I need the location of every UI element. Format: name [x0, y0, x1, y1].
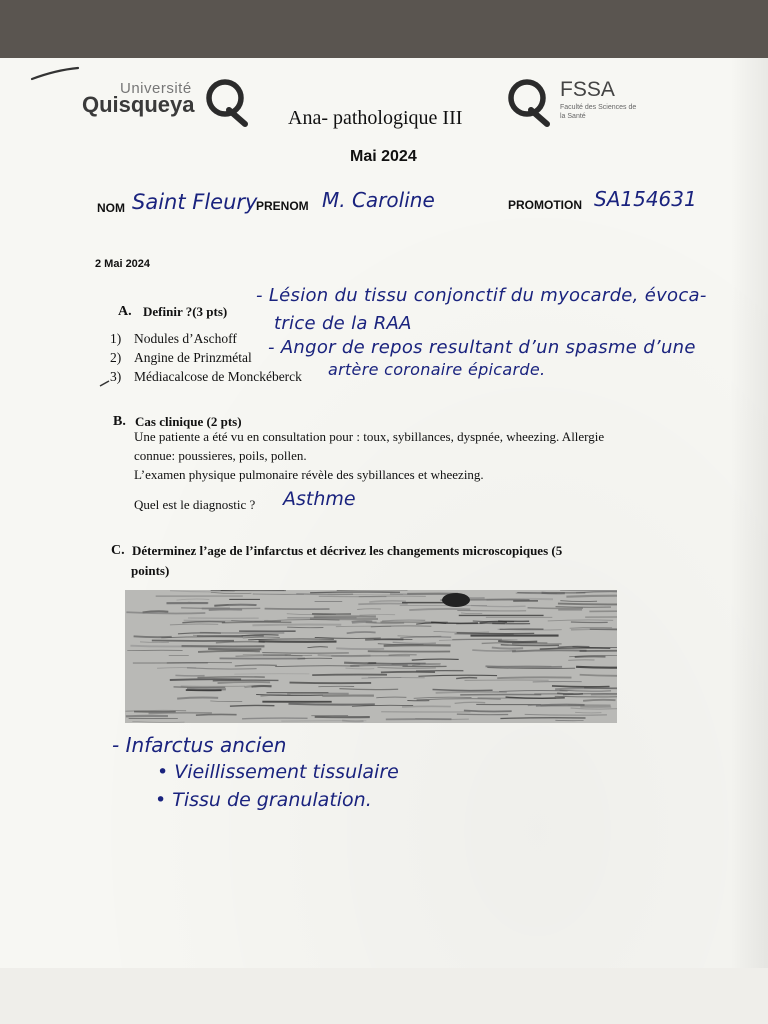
fibre-stroke — [188, 602, 209, 603]
section-b-title: Cas clinique (2 pts) — [135, 414, 242, 429]
fibre-stroke — [310, 592, 400, 593]
fibre-stroke — [161, 637, 243, 638]
diagnosis-question: Quel est le diagnostic ? — [134, 497, 256, 512]
fibre-stroke — [182, 622, 225, 623]
fibre-stroke — [318, 655, 371, 656]
fibre-stroke — [252, 686, 272, 687]
histology-micrograph — [125, 590, 617, 723]
fibre-stroke — [287, 627, 323, 628]
fibre-stroke — [433, 690, 493, 691]
fibre-stroke — [265, 609, 330, 610]
prenom-value: M. Caroline — [322, 188, 435, 212]
fibre-stroke — [229, 605, 257, 606]
section-c-letter: C. — [111, 543, 125, 558]
fibre-stroke — [296, 594, 353, 595]
fibre-stroke — [436, 692, 507, 693]
fibre-stroke — [540, 648, 611, 649]
fibre-stroke — [176, 599, 209, 600]
fibre-stroke — [196, 714, 237, 715]
section-b-letter: B. — [113, 414, 126, 429]
fibre-stroke — [461, 613, 482, 614]
fibre-stroke — [431, 622, 478, 623]
fibre-stroke — [184, 620, 269, 621]
fibre-stroke — [290, 683, 372, 684]
fibre-stroke — [357, 609, 381, 610]
fibre-stroke — [170, 624, 218, 625]
nom-value: Saint Fleury — [132, 190, 258, 214]
fibre-stroke — [414, 697, 472, 698]
fibre-stroke — [174, 687, 226, 688]
exam-day-date: 2 Mai 2024 — [95, 258, 151, 270]
fibre-stroke — [439, 639, 518, 640]
fibre-stroke — [457, 633, 535, 634]
fibre-stroke — [389, 655, 417, 656]
micrograph-texture — [125, 590, 617, 723]
fibre-stroke — [310, 619, 378, 620]
fibre-stroke — [464, 711, 512, 712]
item-1-number: 1) — [110, 331, 122, 346]
pen-stroke-mark — [28, 64, 84, 84]
fibre-stroke — [369, 601, 406, 602]
fibre-stroke — [243, 637, 280, 638]
fibre-stroke — [235, 665, 277, 666]
fibre-stroke — [434, 631, 490, 632]
fibre-stroke — [382, 620, 425, 621]
fibre-stroke — [211, 592, 252, 593]
section-c-title-line2: points) — [131, 563, 170, 578]
case-text-line1: Une patiente a été vu en consultation pour : toux, sybillances, dyspnée, wheezing. Allergie — [134, 429, 605, 444]
fibre-stroke — [368, 663, 425, 664]
fibre-stroke — [307, 647, 328, 648]
margin-tick-mark — [98, 378, 112, 388]
fibre-stroke — [381, 672, 435, 673]
fibre-stroke — [583, 700, 615, 701]
fibre-stroke — [555, 688, 617, 689]
fibre-stroke — [499, 691, 567, 692]
item-3-text: Médiacalcose de Monckéberck — [134, 369, 302, 384]
fibre-stroke — [222, 622, 292, 623]
fibre-stroke — [575, 712, 601, 713]
fibre-stroke — [347, 632, 376, 633]
fibre-stroke — [358, 604, 407, 605]
fibre-stroke — [359, 596, 426, 597]
fibre-stroke — [576, 667, 617, 668]
fibre-stroke — [566, 596, 617, 597]
item-1-text: Nodules d’Aschoff — [134, 331, 237, 346]
fibre-stroke — [384, 645, 451, 646]
fibre-stroke — [455, 702, 486, 703]
faculty-subtitle: Faculté des Sciences de la Santé — [560, 104, 637, 120]
fibre-stroke — [556, 607, 611, 608]
fibre-stroke — [512, 650, 586, 651]
answer-c-line1: - Infarctus ancien — [112, 733, 287, 757]
fibre-stroke — [312, 675, 387, 676]
fibre-stroke — [177, 698, 218, 699]
fibre-stroke — [252, 624, 341, 625]
fibre-stroke — [485, 666, 562, 667]
fibre-stroke — [216, 642, 265, 643]
fibre-stroke — [457, 714, 508, 715]
answer-c-line3: • Tissu de granulation. — [155, 789, 372, 811]
fibre-stroke — [472, 650, 516, 651]
fibre-stroke — [571, 708, 617, 709]
answer-a2-line2: artère coronaire épicarde. — [328, 360, 546, 379]
fibre-stroke — [262, 653, 349, 654]
fibre-stroke — [580, 675, 617, 676]
fibre-stroke — [376, 697, 406, 698]
answer-a1-line2: trice de la RAA — [274, 313, 412, 334]
fibre-stroke — [393, 642, 436, 643]
fibre-stroke — [344, 663, 376, 664]
fibre-stroke — [242, 718, 307, 719]
diagnosis-answer: Asthme — [283, 488, 356, 510]
fibre-stroke — [149, 713, 212, 714]
fibre-stroke — [297, 658, 332, 659]
fibre-stroke — [132, 721, 184, 722]
fibre-stroke — [555, 696, 617, 697]
fibre-stroke — [336, 648, 384, 649]
fibre-stroke — [288, 704, 374, 705]
fibre-stroke — [213, 680, 279, 681]
fibre-stroke — [501, 645, 559, 646]
fibre-stroke — [230, 705, 275, 706]
fibre-stroke — [492, 648, 523, 649]
fibre-stroke — [456, 678, 477, 679]
section-a-letter: A. — [118, 304, 132, 319]
case-text-line3: L’examen physique pulmonaire révèle des sybillances et wheezing. — [134, 467, 484, 482]
fibre-stroke — [350, 665, 407, 666]
fibre-stroke — [398, 636, 442, 637]
fibre-stroke — [498, 641, 537, 642]
paper-shadow — [730, 58, 768, 968]
fibre-stroke — [360, 615, 396, 616]
answer-a1-line1: - Lésion du tissu conjonctif du myocarde, évoca- — [256, 285, 707, 306]
item-3-number: 3) — [110, 369, 122, 384]
faculty-acronym: FSSA — [560, 78, 615, 101]
promotion-value: SA154631 — [594, 187, 697, 211]
fibre-stroke — [366, 622, 404, 623]
fibre-stroke — [558, 604, 617, 605]
item-2-text: Angine de Prinzmétal — [134, 350, 252, 365]
fibre-stroke — [525, 714, 607, 715]
fibre-stroke — [402, 706, 451, 707]
nom-label: NOM — [97, 201, 125, 215]
fibre-stroke — [140, 642, 169, 643]
university-q-logo — [203, 74, 251, 128]
fibre-stroke — [345, 668, 374, 669]
fibre-stroke — [560, 590, 617, 591]
fibre-stroke — [187, 668, 257, 669]
fibre-stroke — [209, 609, 242, 610]
section-a-title: Definir ?(3 pts) — [143, 304, 228, 319]
fibre-stroke — [506, 697, 565, 698]
fibre-stroke — [497, 677, 571, 678]
dark-nucleus-spot — [442, 593, 470, 607]
fibre-stroke — [418, 675, 497, 676]
fibre-stroke — [315, 637, 381, 638]
fibre-stroke — [361, 678, 424, 679]
fibre-stroke — [352, 621, 373, 622]
fibre-stroke — [417, 699, 501, 700]
fibre-stroke — [412, 665, 440, 666]
fibre-stroke — [339, 689, 398, 690]
fibre-stroke — [134, 636, 172, 637]
fibre-stroke — [210, 701, 242, 702]
university-name-top: Université — [120, 80, 192, 97]
case-text-line2: connue: poussieres, poils, pollen. — [134, 448, 307, 463]
fibre-stroke — [377, 667, 435, 668]
fibre-stroke — [560, 601, 597, 602]
fibre-stroke — [412, 659, 459, 660]
answer-c-line2: • Vieillissement tissulaire — [157, 761, 399, 783]
fibre-stroke — [130, 646, 191, 647]
page-bottom-margin — [0, 968, 768, 1024]
fibre-stroke — [409, 609, 470, 610]
fibre-stroke — [248, 639, 334, 640]
fibre-stroke — [548, 620, 613, 621]
prenom-label: PRENOM — [256, 199, 309, 213]
item-2-number: 2) — [110, 350, 122, 365]
exam-date: Mai 2024 — [350, 148, 417, 165]
fibre-stroke — [275, 666, 359, 667]
fibre-stroke — [528, 608, 583, 609]
promotion-label: PROMOTION — [508, 198, 582, 212]
fibre-stroke — [197, 677, 264, 678]
fibre-stroke — [208, 649, 261, 650]
faculty-q-logo — [505, 74, 555, 128]
answer-a2-line1: - Angor de repos resultant d’un spasme d’une — [268, 337, 696, 358]
course-title: Ana- pathologique III — [288, 107, 463, 129]
fibre-stroke — [571, 622, 608, 623]
fibre-stroke — [218, 682, 271, 683]
fibre-stroke — [552, 686, 610, 687]
fibre-stroke — [500, 718, 585, 719]
fibre-stroke — [264, 620, 339, 621]
fibre-stroke — [555, 720, 583, 721]
section-c-title-line1: Déterminez l’age de l’infarctus et décrivez les changements microscopiques (5 — [132, 543, 563, 558]
fibre-stroke — [198, 651, 260, 652]
university-name: Quisqueya — [82, 92, 195, 117]
